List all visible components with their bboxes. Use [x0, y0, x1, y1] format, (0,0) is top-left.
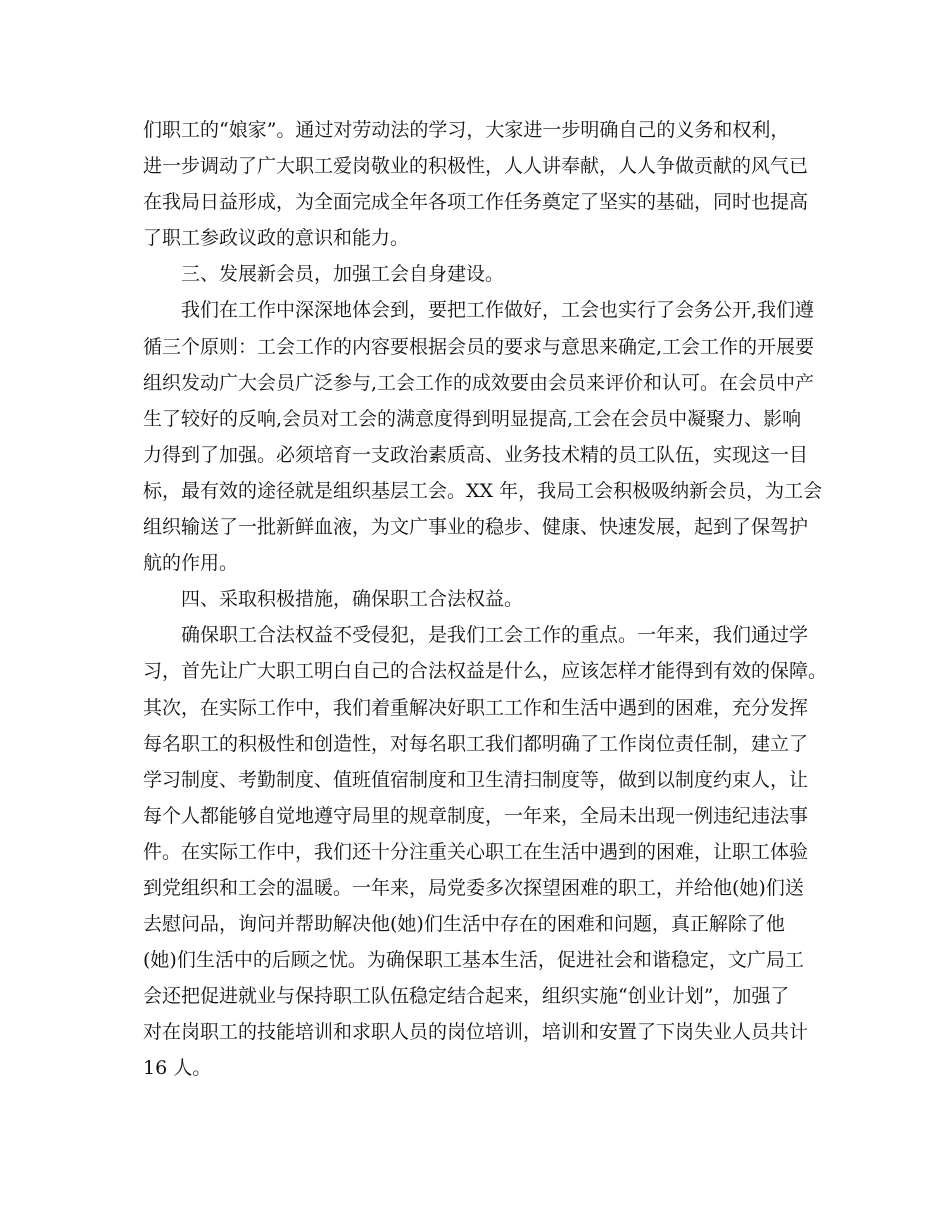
text-line: 其次，在实际工作中，我们着重解决好职工工作和生活中遇到的困难，充分发挥 [143, 696, 809, 719]
text-line: 我们在工作中深深地体会到，要把工作做好，工会也实行了会务公开,我们遵 [181, 299, 815, 322]
text-line: 进一步调动了广大职工爱岗敬业的积极性，人人讲奉献，人人争做贡献的风气已 [143, 155, 809, 178]
text-line: 循三个原则：工会工作的内容要根据会员的要求与意思来确定,工会工作的开展要 [143, 335, 815, 358]
text-line: 了职工参政议政的意识和能力。 [143, 227, 410, 250]
text-line: 组织发动广大会员广泛参与,工会工作的成效要由会员来评价和认可。在会员中产 [143, 371, 815, 394]
text-line: 们职工的“娘家”。通过对劳动法的学习，大家进一步明确自己的义务和权利， [143, 119, 790, 141]
text-line: 在我局日益形成，为全面完成全年各项工作任务奠定了坚实的基础，同时也提高 [143, 191, 809, 214]
text-line: 每名职工的积极性和创造性，对每名职工我们都明确了工作岗位责任制，建立了 [143, 732, 809, 755]
section-heading-3: 三、发展新会员，加强工会自身建设。 [181, 263, 505, 286]
text-line: 习，首先让广大职工明白自己的合法权益是什么，应该怎样才能得到有效的保障。 [143, 660, 828, 683]
text-line: 到党组织和工会的温暖。一年来，局党委多次探望困难的职工，并给他(她)们送 [143, 876, 804, 899]
text-line: 确保职工合法权益不受侵犯，是我们工会工作的重点。一年来，我们通过学 [181, 624, 809, 647]
document-body [143, 112, 828, 1087]
text-line: 每个人都能够自觉地遵守局里的规章制度，一年来，全局未出现一例违纪违法事 [143, 804, 809, 827]
text-line: 16 人。 [143, 1057, 212, 1080]
text-line: (她)们生活中的后顾之忧。为确保职工基本生活，促进社会和谐稳定，文广局工 [143, 949, 804, 972]
text-line: 会还把促进就业与保持职工队伍稳定结合起来，组织实施“创业计划”，加强了 [143, 985, 790, 1008]
text-line: 去慰问品，询问并帮助解决他(她)们生活中存在的困难和问题，真正解除了他 [143, 913, 785, 936]
text-line: 件。在实际工作中，我们还十分注重关心职工在生活中遇到的困难，让职工体验 [143, 840, 809, 863]
text-line: 力得到了加强。必须培育一支政治素质高、业务技术精的员工队伍，实现这一目 [143, 443, 809, 466]
text-line: 生了较好的反响,会员对工会的满意度得到明显提高,工会在会员中凝聚力、影响 [143, 407, 802, 430]
section-heading-4: 四、采取积极措施，确保职工合法权益。 [181, 588, 524, 611]
text-line: 标，最有效的途径就是组织基层工会。XX 年，我局工会积极吸纳新会员，为工会 [143, 479, 823, 502]
text-line: 对在岗职工的技能培训和求职人员的岗位培训，培训和安置了下岗失业人员共计 [143, 1021, 809, 1044]
text-line: 组织输送了一批新鲜血液，为文广事业的稳步、健康、快速发展，起到了保驾护 [143, 516, 809, 539]
text-line: 航的作用。 [143, 552, 239, 575]
text-line: 学习制度、考勤制度、值班值宿制度和卫生清扫制度等，做到以制度约束人，让 [143, 768, 809, 791]
